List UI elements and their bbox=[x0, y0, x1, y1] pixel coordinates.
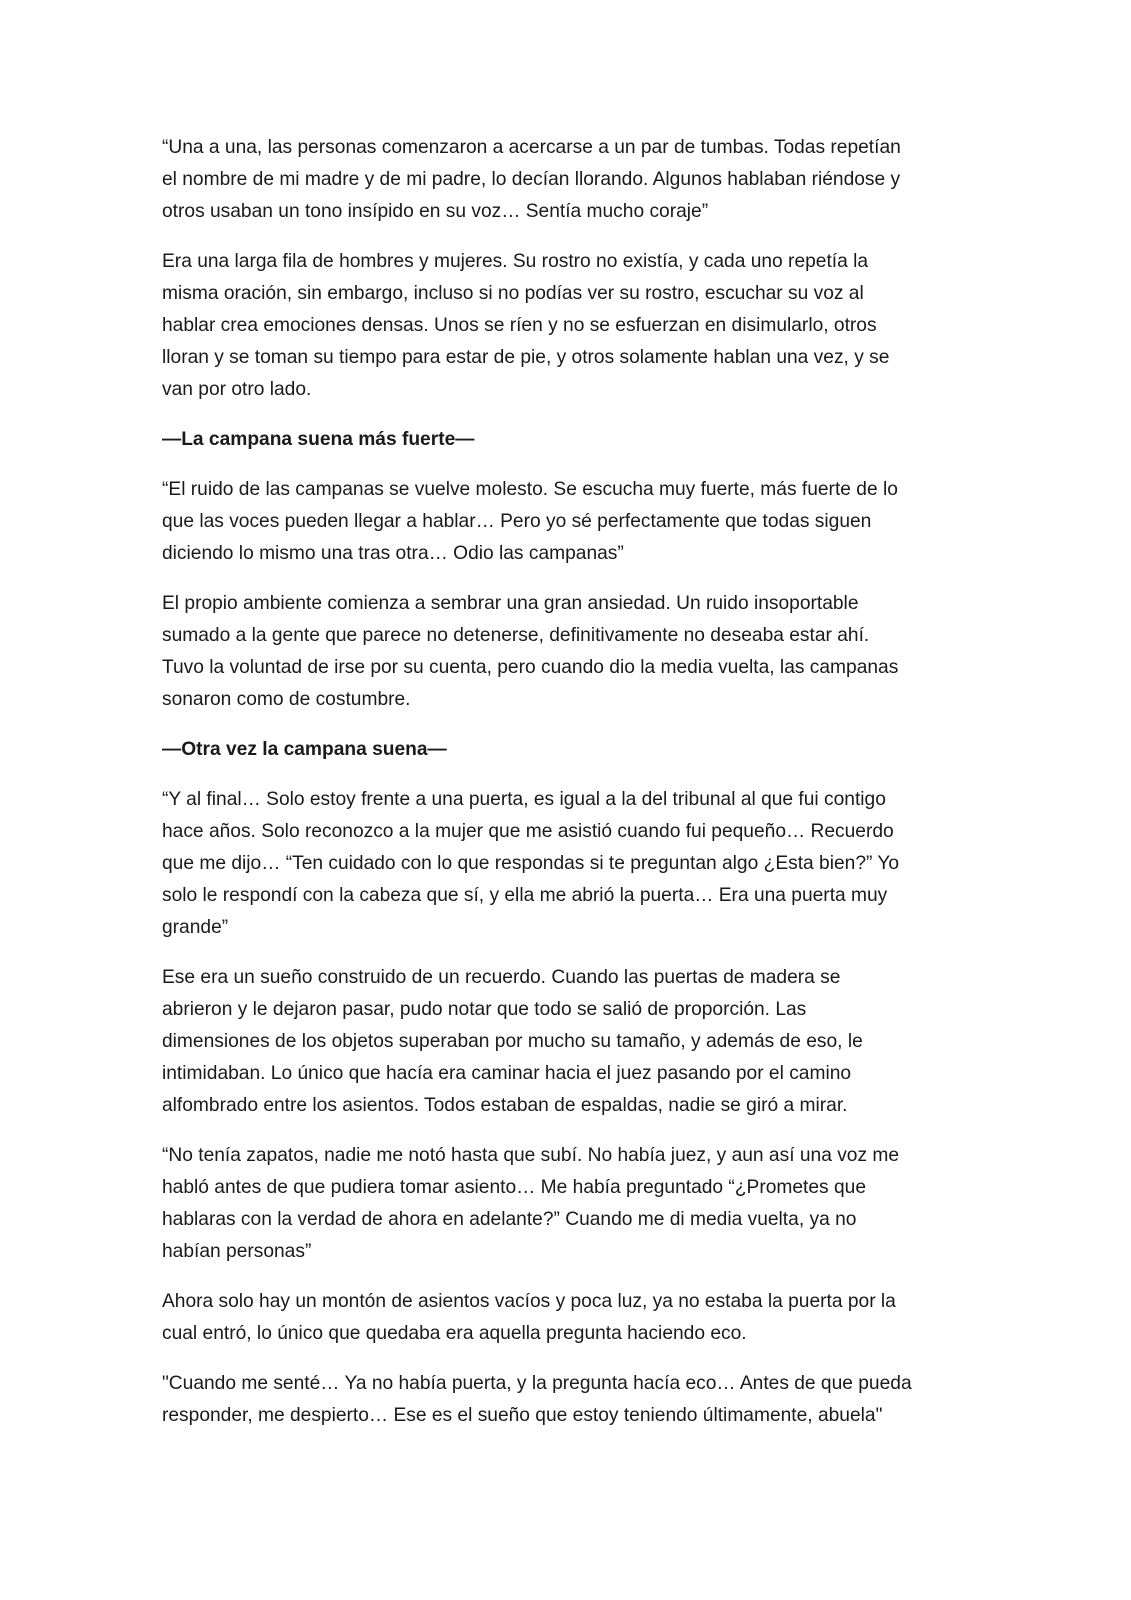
text-line: que me dijo… “Ten cuidado con lo que respondas si te preguntan algo ¿Esta bien?” Yo bbox=[162, 853, 900, 874]
text-line: solo le respondí con la cabeza que sí, y ella me abrió la puerta… Era una puerta muy bbox=[162, 885, 888, 906]
document-page bbox=[162, 132, 982, 1450]
text-line: alfombrado entre los asientos. Todos estaban de espaldas, nadie se giró a mirar. bbox=[162, 1095, 848, 1116]
text-line: Era una larga fila de hombres y mujeres. Su rostro no existía, y cada uno repetía la bbox=[162, 251, 869, 272]
section-heading bbox=[162, 734, 982, 766]
paragraph bbox=[162, 1368, 982, 1432]
text-line: Tuvo la voluntad de irse por su cuenta, pero cuando dio la media vuelta, las campanas bbox=[162, 657, 899, 678]
paragraph bbox=[162, 588, 982, 716]
text-line: “Una a una, las personas comenzaron a acercarse a un par de tumbas. Todas repetían bbox=[162, 137, 901, 158]
paragraph bbox=[162, 784, 982, 944]
text-line: hablar crea emociones densas. Unos se ríen y no se esfuerzan en disimularlo, otros bbox=[162, 315, 877, 336]
text-line: "Cuando me senté… Ya no había puerta, y la pregunta hacía eco… Antes de que pueda bbox=[162, 1373, 912, 1394]
text-line: van por otro lado. bbox=[162, 379, 312, 400]
text-line: “Y al final… Solo estoy frente a una puerta, es igual a la del tribunal al que fui contigo bbox=[162, 789, 886, 810]
text-line: habló antes de que pudiera tomar asiento… Me había preguntado “¿Prometes que bbox=[162, 1177, 866, 1198]
text-line: que las voces pueden llegar a hablar… Pero yo sé perfectamente que todas siguen bbox=[162, 511, 872, 532]
text-line: El propio ambiente comienza a sembrar una gran ansiedad. Un ruido insoportable bbox=[162, 593, 859, 614]
text-line: sonaron como de costumbre. bbox=[162, 689, 411, 710]
text-line: hace años. Solo reconozco a la mujer que me asistió cuando fui pequeño… Recuerdo bbox=[162, 821, 894, 842]
section-heading bbox=[162, 424, 982, 456]
text-line: abrieron y le dejaron pasar, pudo notar que todo se salió de proporción. Las bbox=[162, 999, 807, 1020]
text-line: —Otra vez la campana suena— bbox=[162, 739, 447, 760]
text-line: misma oración, sin embargo, incluso si no podías ver su rostro, escuchar su voz al bbox=[162, 283, 864, 304]
paragraph bbox=[162, 132, 982, 228]
paragraph bbox=[162, 1286, 982, 1350]
text-line: “El ruido de las campanas se vuelve molesto. Se escucha muy fuerte, más fuerte de lo bbox=[162, 479, 898, 500]
text-line: diciendo lo mismo una tras otra… Odio las campanas” bbox=[162, 543, 624, 564]
text-line: hablaras con la verdad de ahora en adelante?” Cuando me di media vuelta, ya no bbox=[162, 1209, 857, 1230]
text-line: sumado a la gente que parece no detenerse, definitivamente no deseaba estar ahí. bbox=[162, 625, 870, 646]
text-line: Ese era un sueño construido de un recuerdo. Cuando las puertas de madera se bbox=[162, 967, 841, 988]
text-line: el nombre de mi madre y de mi padre, lo decían llorando. Algunos hablaban riéndose y bbox=[162, 169, 901, 190]
text-line: habían personas” bbox=[162, 1241, 312, 1262]
paragraph bbox=[162, 962, 982, 1122]
text-line: “No tenía zapatos, nadie me notó hasta que subí. No había juez, y aun así una voz me bbox=[162, 1145, 900, 1166]
text-line: otros usaban un tono insípido en su voz… Sentía mucho coraje” bbox=[162, 201, 709, 222]
text-line: Ahora solo hay un montón de asientos vacíos y poca luz, ya no estaba la puerta por la bbox=[162, 1291, 896, 1312]
text-line: lloran y se toman su tiempo para estar de pie, y otros solamente hablan una vez, y se bbox=[162, 347, 890, 368]
text-line: dimensiones de los objetos superaban por mucho su tamaño, y además de eso, le bbox=[162, 1031, 863, 1052]
paragraph bbox=[162, 1140, 982, 1268]
text-line: cual entró, lo único que quedaba era aquella pregunta haciendo eco. bbox=[162, 1323, 747, 1344]
text-line: grande” bbox=[162, 917, 229, 938]
text-line: intimidaban. Lo único que hacía era caminar hacia el juez pasando por el camino bbox=[162, 1063, 852, 1084]
paragraph bbox=[162, 474, 982, 570]
text-line: responder, me despierto… Ese es el sueño que estoy teniendo últimamente, abuela" bbox=[162, 1405, 883, 1426]
paragraph bbox=[162, 246, 982, 406]
text-line: —La campana suena más fuerte— bbox=[162, 429, 475, 450]
